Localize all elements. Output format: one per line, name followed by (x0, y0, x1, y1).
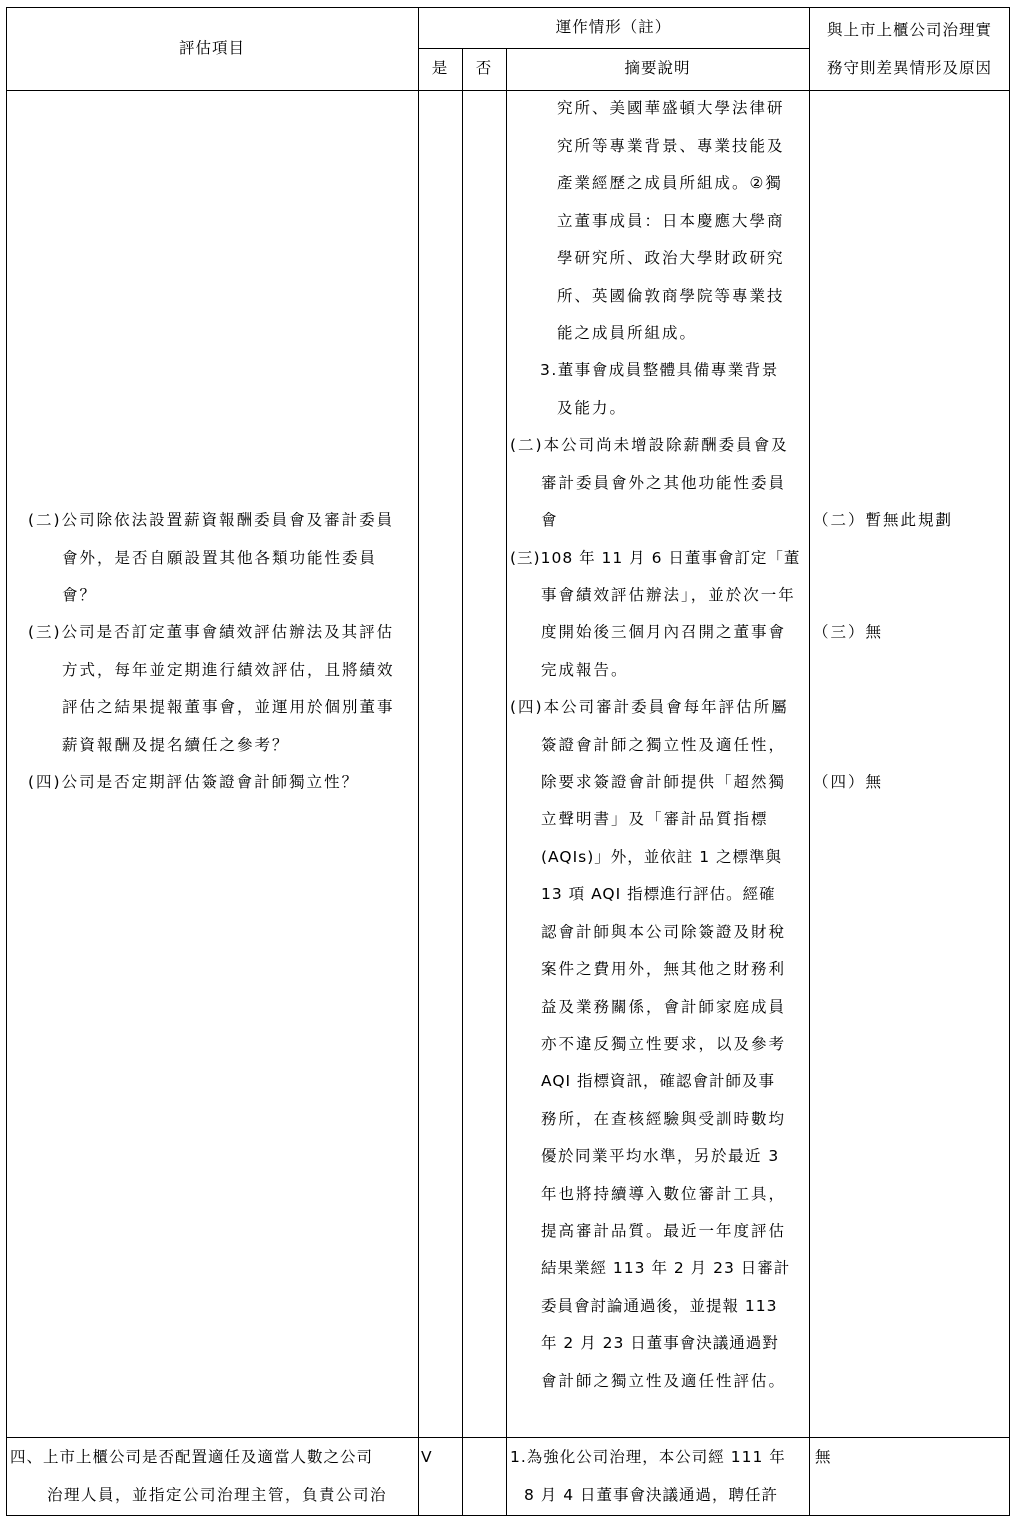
item-line: 會外，是否自願設置其他各類功能性委員 (62, 549, 378, 567)
summary-line: 優於同業平均水準，另於最近 3 (541, 1147, 780, 1165)
item-line: 方式，每年並定期進行績效評估，且將績效 (62, 661, 395, 679)
header-bottom-line (6, 90, 1010, 91)
col-line-2 (462, 48, 463, 1516)
summary-line: (二)本公司尚未增設除薪酬委員會及 (510, 436, 789, 454)
summary-line: 年也將持續導入數位審計工具， (541, 1185, 787, 1203)
summary-line: 13 項 AQI 指標進行評估。經確 (541, 885, 776, 903)
summary-line: 學研究所、政治大學財政研究 (557, 249, 785, 267)
summary-line: 簽證會計師之獨立性及適任性， (541, 736, 787, 754)
summary-line: 結果業經 113 年 2 月 23 日審計 (541, 1259, 791, 1277)
deviation-note: （四）無 (813, 773, 884, 791)
summary-line: 益及業務關係，會計師家庭成員 (541, 998, 787, 1016)
item-line: 評估之結果提報董事會，並運用於個別董事 (62, 698, 395, 716)
col-line-3 (506, 48, 507, 1516)
summary-line: 3.董事會成員整體具備專業背景 (540, 361, 779, 379)
summary-line: 事會績效評估辦法」，並於次一年 (541, 586, 796, 604)
header-deviation-line2: 務守則差異情形及原因 (826, 59, 992, 77)
deviation-note: （二）暫無此規劃 (813, 511, 954, 529)
summary-line: AQI 指標資訊，確認會計師及事 (541, 1072, 776, 1090)
summary-line: 能之成員所組成。 (557, 324, 698, 342)
header-status-col: 運作情形（註） (555, 18, 672, 36)
summary-line: 會計師之獨立性及適任性評估。 (541, 1372, 787, 1390)
item-line: 會？ (62, 586, 98, 604)
item-line: 薪資報酬及提名續任之參考？ (62, 736, 290, 754)
row-divider (6, 1437, 1010, 1438)
yes-mark: V (421, 1448, 432, 1466)
summary-line: 8 月 4 日董事會決議通過，聘任許 (524, 1486, 779, 1504)
summary-line: 案件之費用外，無其他之財務利 (541, 960, 787, 978)
summary-line: 所、英國倫敦商學院等專業技 (557, 287, 785, 305)
header-yes: 是 (431, 59, 449, 77)
col-line-1 (418, 7, 419, 1516)
summary-line: 1.為強化公司治理，本公司經 111 年 (510, 1448, 786, 1466)
item-line: 治理人員，並指定公司治理主管，負責公司治 (47, 1486, 388, 1504)
col-line-4 (809, 7, 810, 1516)
summary-line: 除要求簽證會計師提供「超然獨 (541, 773, 787, 791)
summary-line: 委員會討論通過後，並提報 113 (541, 1297, 778, 1315)
summary-line: 及能力。 (557, 399, 628, 417)
header-divider (418, 48, 809, 49)
item-line: (二)公司除依法設置薪資報酬委員會及審計委員 (28, 511, 395, 529)
summary-line: 提高審計品質。最近一年度評估 (541, 1222, 787, 1240)
summary-line: 亦不違反獨立性要求，以及參考 (541, 1035, 787, 1053)
summary-line: 認會計師與本公司除簽證及財稅 (541, 923, 787, 941)
summary-line: 完成報告。 (541, 661, 629, 679)
summary-line: 會 (541, 511, 559, 529)
header-no: 否 (475, 59, 493, 77)
summary-line: 年 2 月 23 日董事會決議通過對 (541, 1334, 779, 1352)
item-line: (三)公司是否訂定董事會績效評估辦法及其評估 (28, 623, 395, 641)
summary-line: 究所、美國華盛頓大學法律研 (557, 99, 785, 117)
item-line: 四、上市上櫃公司是否配置適任及適當人數之公司 (10, 1448, 374, 1466)
summary-line: 審計委員會外之其他功能性委員 (541, 474, 787, 492)
summary-line: (四)本公司審計委員會每年評估所屬 (510, 698, 789, 716)
summary-line: 務所，在查核經驗與受訓時數均 (541, 1110, 787, 1128)
summary-line: 究所等專業背景、專業技能及 (557, 137, 785, 155)
summary-line: (AQIs)」外，並依註 1 之標準與 (541, 848, 782, 866)
item-line: (四)公司是否定期評估簽證會計師獨立性？ (28, 773, 360, 791)
summary-line: 立聲明書」及「審計品質指標 (541, 810, 769, 828)
table-frame (6, 7, 1010, 1516)
summary-line: 立董事成員：日本慶應大學商 (557, 212, 785, 230)
header-summary: 摘要說明 (624, 59, 691, 77)
summary-line: 產業經歷之成員所組成。②獨 (557, 174, 783, 192)
deviation-note: （三）無 (813, 623, 884, 641)
deviation-note: 無 (815, 1448, 833, 1466)
header-deviation-line1: 與上市上櫃公司治理實 (826, 21, 992, 39)
header-item-col: 評估項目 (178, 39, 245, 57)
summary-line: (三)108 年 11 月 6 日董事會訂定「董 (510, 549, 801, 567)
summary-line: 度開始後三個月內召開之董事會 (541, 623, 787, 641)
